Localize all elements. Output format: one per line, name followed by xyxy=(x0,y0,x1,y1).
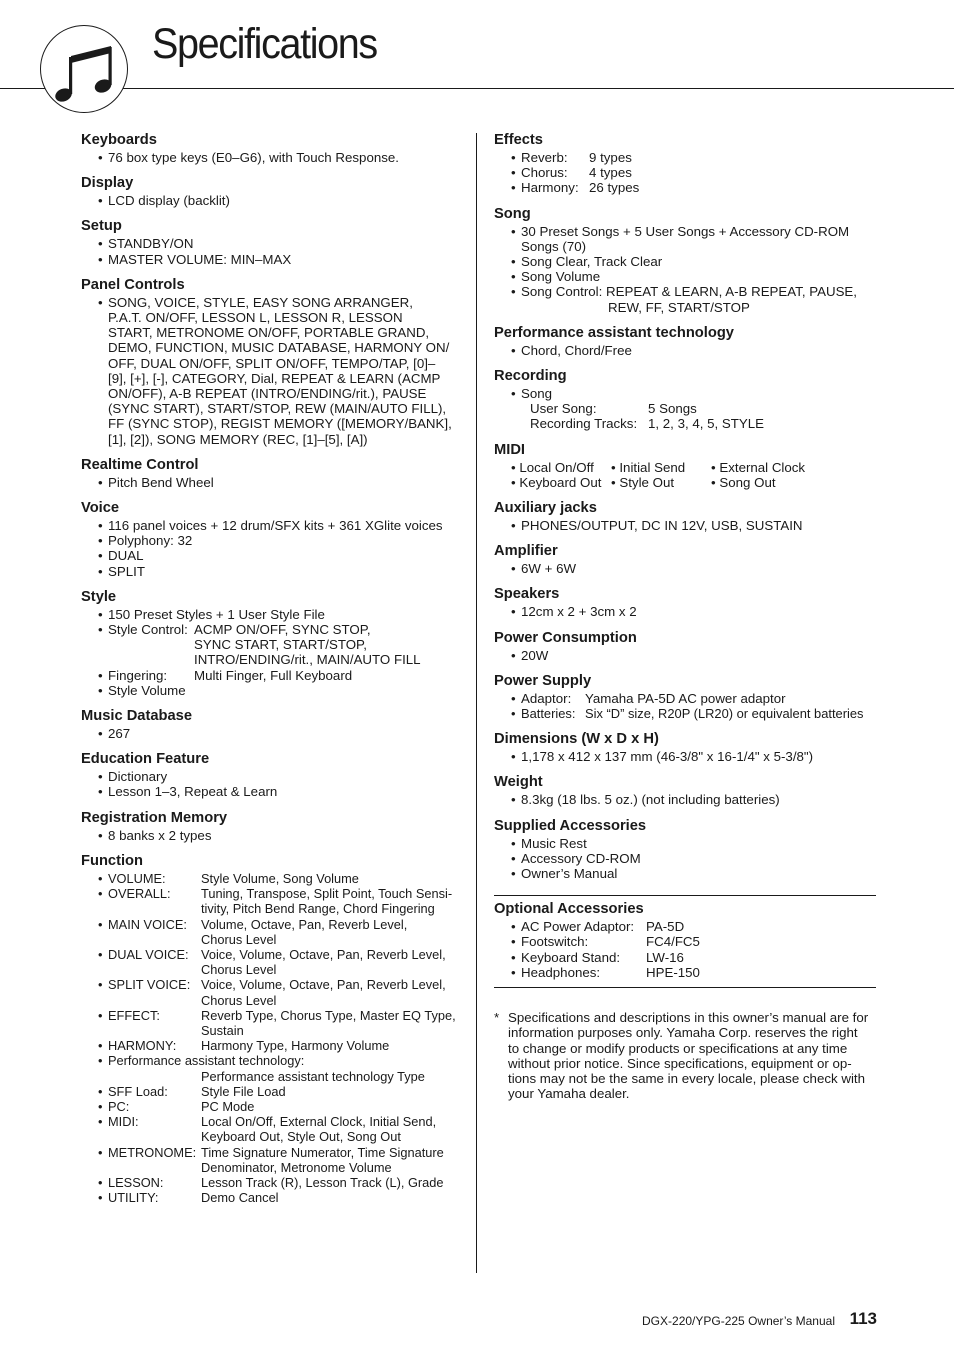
setup-section xyxy=(81,217,466,266)
panel-controls-section xyxy=(81,276,466,447)
panel-controls-heading: Panel Controls xyxy=(81,276,185,293)
list-item: • Song Volume xyxy=(494,269,876,284)
list-item: • Harmony: 26 types xyxy=(494,180,876,195)
function-row: • UTILITY: Demo Cancel xyxy=(81,1190,466,1205)
recording-heading: Recording xyxy=(494,368,567,385)
aux-jacks-section xyxy=(494,499,876,533)
keyboards-heading: Keyboards xyxy=(81,132,157,148)
midi-section xyxy=(494,441,876,490)
disclaimer-note: * Specifications and descriptions in this owner’s manual are for information purposes only. Yamaha Corp. reserves the right to change or modify products or specifications at any time without prior notice. Since specifications, equipment or op- tions may not be the same in every locale, please check with your Yamaha dealer. xyxy=(494,1010,869,1102)
registration-memory-section xyxy=(81,809,466,843)
realtime-control-section xyxy=(81,456,466,490)
list-item: • 116 panel voices + 12 drum/SFX kits + 361 XGlite voices xyxy=(81,518,466,533)
list-item: • Local On/Off • Initial Send • External Clock xyxy=(494,460,876,475)
registration-memory-heading: Registration Memory xyxy=(81,809,228,826)
voice-section xyxy=(81,499,466,579)
weight-section xyxy=(494,773,876,807)
list-item: Recording Tracks: 1, 2, 3, 4, 5, STYLE xyxy=(530,416,765,432)
list-item: • LCD display (backlit) xyxy=(81,193,466,208)
speakers-section xyxy=(494,585,876,619)
list-item: • 150 Preset Styles + 1 User Style File xyxy=(81,607,466,622)
function-row: • DUAL VOICE: Voice, Volume, Octave, Pan, Reverb Level, Chorus Level xyxy=(81,947,466,977)
list-item: • 20W xyxy=(494,648,876,663)
amplifier-section xyxy=(494,542,876,576)
list-item: • SPLIT xyxy=(81,564,466,579)
optional-accessories-heading: Optional Accessories xyxy=(494,901,644,918)
list-item: • Polyphony: 32 xyxy=(81,533,466,548)
effects-heading: Effects xyxy=(494,132,543,148)
column-divider xyxy=(476,133,477,1273)
list-item: • DUAL xyxy=(81,548,466,563)
function-row: • METRONOME: Time Signature Numerator, Time Signature Denominator, Metronome Volume xyxy=(81,1145,466,1175)
list-item: • Reverb: 9 types xyxy=(494,150,876,165)
list-item: • AC Power Adaptor: PA-5D xyxy=(494,919,876,934)
list-item: • Footswitch: FC4/FC5 xyxy=(494,934,876,949)
list-item: • 12cm x 2 + 3cm x 2 xyxy=(494,604,876,619)
style-section xyxy=(81,588,466,698)
supplied-accessories-heading: Supplied Accessories xyxy=(494,817,647,834)
function-row: • LESSON: Lesson Track (R), Lesson Track (L), Grade xyxy=(81,1175,466,1190)
aux-jacks-heading: Auxiliary jacks xyxy=(494,500,597,517)
list-item: • 76 box type keys (E0–G6), with Touch Response. xyxy=(81,150,466,165)
list-item: • Owner’s Manual xyxy=(494,866,876,881)
list-item: • MASTER VOLUME: MIN–MAX xyxy=(81,252,466,267)
music-database-section xyxy=(81,707,466,741)
setup-heading: Setup xyxy=(81,218,122,235)
display-section xyxy=(81,174,466,208)
function-section xyxy=(81,852,466,1205)
list-item: • Performance assistant technology: xyxy=(81,1053,466,1068)
list-item: • Song Clear, Track Clear xyxy=(494,254,876,269)
midi-heading: MIDI xyxy=(494,441,526,458)
function-row: • SPLIT VOICE: Voice, Volume, Octave, Pan, Reverb Level, Chorus Level xyxy=(81,977,466,1007)
song-heading: Song xyxy=(494,205,531,222)
function-row: • OVERALL: Tuning, Transpose, Split Point, Touch Sensi- tivity, Pitch Bend Range, Chord Fingering xyxy=(81,886,466,916)
recording-section xyxy=(494,367,876,432)
page-number: 113 xyxy=(849,1309,877,1328)
supplied-accessories-section xyxy=(494,817,876,882)
dimensions-section xyxy=(494,730,876,764)
function-row: • PC: PC Mode xyxy=(81,1099,466,1114)
function-row: • EFFECT: Reverb Type, Chorus Type, Master EQ Type, Sustain xyxy=(81,1008,466,1038)
amplifier-heading: Amplifier xyxy=(494,543,558,560)
list-item: • 30 Preset Songs + 5 User Songs + Accessory CD-ROM Songs (70) xyxy=(494,224,876,254)
style-heading: Style xyxy=(81,588,117,605)
voice-heading: Voice xyxy=(81,500,120,517)
list-item: • 8 banks x 2 types xyxy=(81,828,466,843)
effects-section xyxy=(494,131,876,196)
list-item: • Song xyxy=(494,386,876,401)
list-item: • 1,178 x 412 x 137 mm (46-3/8" x 16-1/4" x 5-3/8") xyxy=(494,749,876,764)
list-item: • Accessory CD-ROM xyxy=(494,851,876,866)
list-item: • Adaptor: Yamaha PA-5D AC power adaptor xyxy=(494,691,876,706)
list-item: Performance assistant technology Type xyxy=(201,1068,425,1084)
song-section xyxy=(494,205,876,315)
power-supply-heading: Power Supply xyxy=(494,672,592,689)
list-item: • Chord, Chord/Free xyxy=(494,343,876,358)
list-item: • 6W + 6W xyxy=(494,561,876,576)
list-item: • SONG, VOICE, STYLE, EASY SONG ARRANGER, P.A.T. ON/OFF, LESSON L, LESSON R, LESSON START, METRONOME ON/OFF, PORTABLE GRAND, DEMO, FUNCTION, MUSIC DATABASE, HARMONY ON/ OFF, DUAL ON/OFF, SPLIT ON/OFF, TEMPO/TAP, [0]– [9], [+], [-], CATEGORY, Dial, REPEAT & LEARN (ACMP ON/OFF), A-B REPEAT (INTRO/ENDING/rit.), PAUSE (SYNC START), START/STOP, REW (MAIN/AUTO FILL), FF (SYNC STOP), REGIST MEMORY ([MEMORY/BANK], [1], [2]), SONG MEMORY (REC, [1]–[5], [A]) xyxy=(81,295,466,447)
list-item: • Dictionary xyxy=(81,769,466,784)
pat-heading: Performance assistant technology xyxy=(494,324,734,341)
list-item: • Fingering: Multi Finger, Full Keyboard xyxy=(81,668,466,683)
function-row: • HARMONY: Harmony Type, Harmony Volume xyxy=(81,1038,466,1053)
list-item: • STANDBY/ON xyxy=(81,236,466,251)
right-column xyxy=(494,131,876,1101)
list-item: User Song: 5 Songs xyxy=(530,401,697,417)
power-supply-section xyxy=(494,672,876,721)
list-item: • Style Control: ACMP ON/OFF, SYNC STOP, SYNC START, START/STOP, INTRO/ENDING/rit., MAIN/AUTO FILL xyxy=(81,622,466,668)
list-item: • Keyboard Stand: LW-16 xyxy=(494,950,876,965)
function-row: • MAIN VOICE: Volume, Octave, Pan, Reverb Level, Chorus Level xyxy=(81,917,466,947)
realtime-control-heading: Realtime Control xyxy=(81,456,199,473)
list-item: • PHONES/OUTPUT, DC IN 12V, USB, SUSTAIN xyxy=(494,518,876,533)
list-item: • 8.3kg (18 lbs. 5 oz.) (not including batteries) xyxy=(494,792,876,807)
education-heading: Education Feature xyxy=(81,751,210,768)
music-database-heading: Music Database xyxy=(81,708,193,725)
list-item: • 267 xyxy=(81,726,466,741)
list-item: • Headphones: HPE-150 xyxy=(494,965,876,980)
list-item: • Music Rest xyxy=(494,836,876,851)
beamed-notes-icon xyxy=(41,26,129,114)
list-item: • Keyboard Out • Style Out • Song Out xyxy=(494,475,876,490)
dimensions-heading: Dimensions (W x D x H) xyxy=(494,731,659,748)
display-heading: Display xyxy=(81,175,134,192)
function-row: • VOLUME: Style Volume, Song Volume xyxy=(81,871,466,886)
weight-heading: Weight xyxy=(494,774,543,791)
music-note-logo xyxy=(40,25,128,113)
pat-section xyxy=(494,324,876,358)
optional-accessories-section xyxy=(494,895,876,988)
list-item: • Chorus: 4 types xyxy=(494,165,876,180)
power-consumption-heading: Power Consumption xyxy=(494,629,637,646)
function-row: • SFF Load: Style File Load xyxy=(81,1084,466,1099)
list-item: • Pitch Bend Wheel xyxy=(81,475,466,490)
list-item: • Song Control: REPEAT & LEARN, A-B REPEAT, PAUSE, REW, FF, START/STOP xyxy=(494,284,876,314)
header-rule xyxy=(0,88,954,89)
page-title: Specifications xyxy=(152,20,377,68)
education-section xyxy=(81,750,466,799)
function-row: • MIDI: Local On/Off, External Clock, Initial Send, Keyboard Out, Style Out, Song Out xyxy=(81,1114,466,1144)
function-heading: Function xyxy=(81,852,143,869)
list-item: • Batteries: Six “D” size, R20P (LR20) or equivalent batteries xyxy=(494,706,876,721)
power-consumption-section xyxy=(494,629,876,663)
keyboards-section xyxy=(81,131,466,165)
left-column xyxy=(81,131,466,1214)
speakers-heading: Speakers xyxy=(494,586,560,603)
list-item: • Lesson 1–3, Repeat & Learn xyxy=(81,784,466,799)
list-item: • Style Volume xyxy=(81,683,466,698)
footer-manual-title: DGX-220/YPG-225 Owner’s Manual xyxy=(642,1314,835,1328)
